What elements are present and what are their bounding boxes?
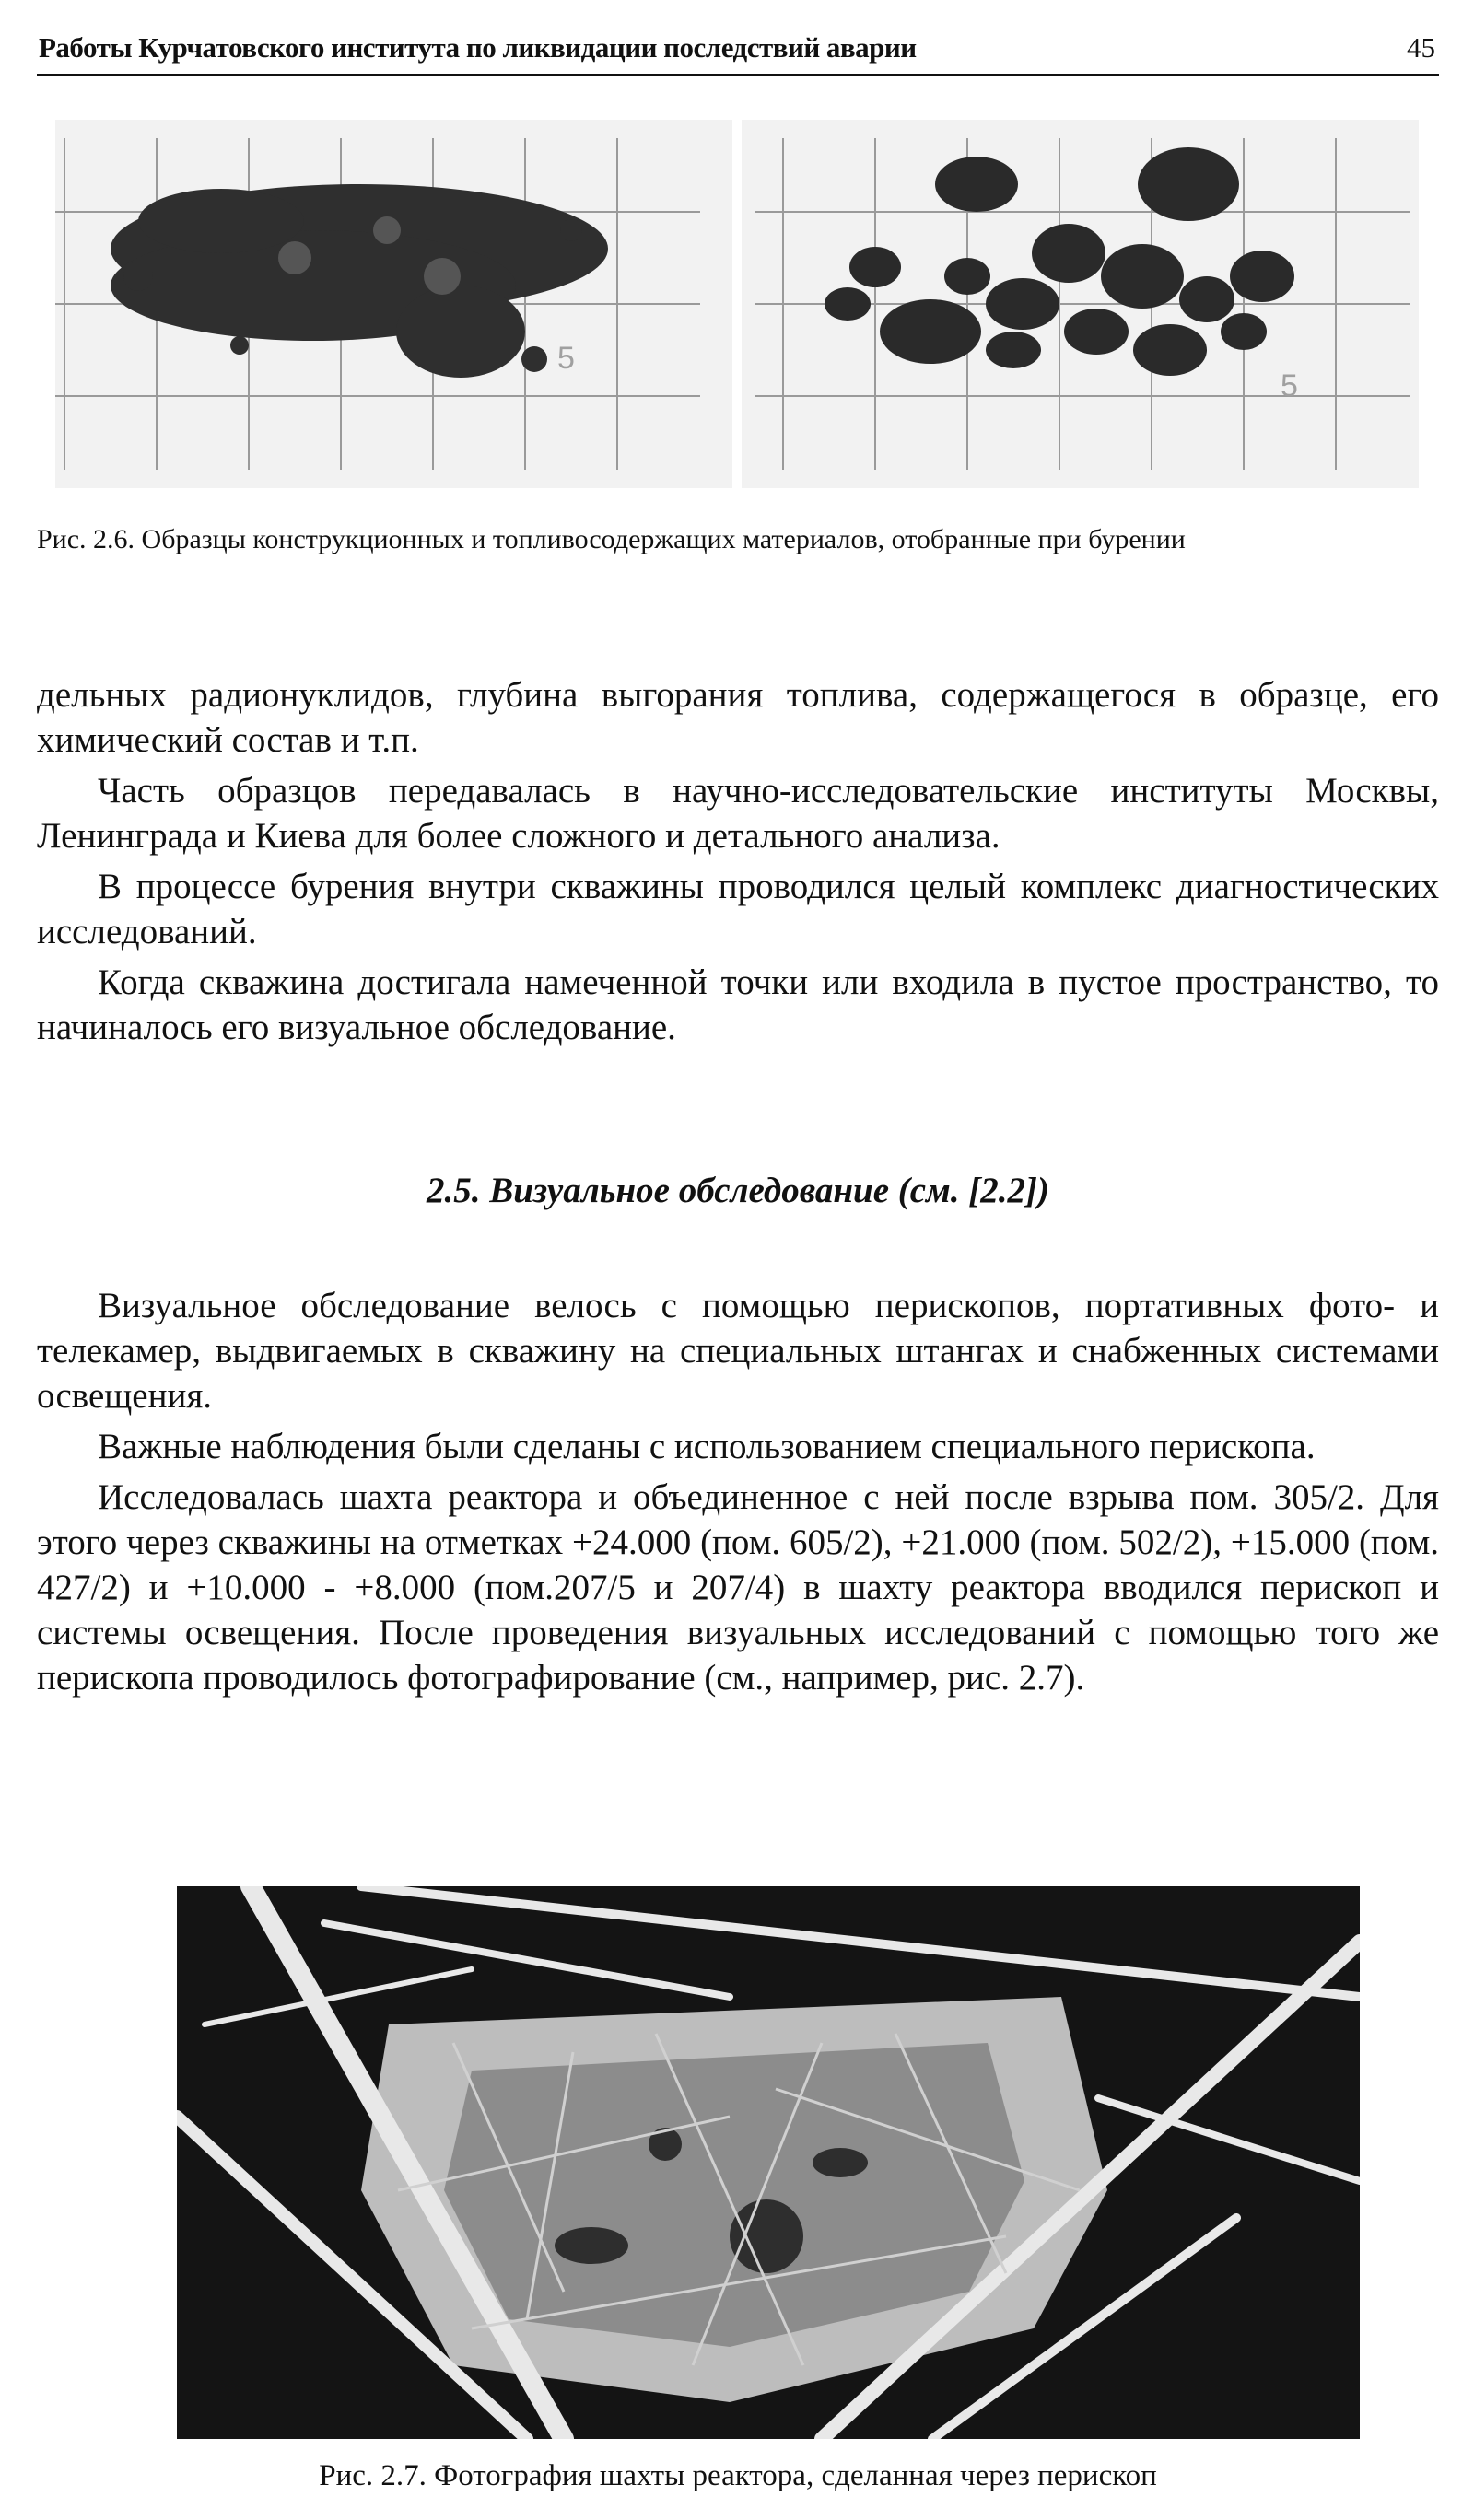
page-number: 45 bbox=[1407, 31, 1435, 64]
figure-2-7-caption: Рис. 2.7. Фотография шахты реактора, сделанная через перископ bbox=[319, 2459, 1157, 2492]
body-text-top bbox=[37, 672, 1439, 1056]
body-text-bottom bbox=[37, 1283, 1439, 1706]
running-header bbox=[37, 26, 1439, 76]
section-heading: 2.5. Визуальное обследование (см. [2.2]) bbox=[426, 1171, 1049, 1210]
paragraph: Исследовалась шахта реактора и объединенное с ней после взрыва пом. 305/2. Для этого через скважины на отметках +24.000 (пом. 605/2), +21.000 (пом. 502/2), +15.000 (пом. 427/2) и +10.000 - +8.000 (пом.207/5 и 207/4) в шахту реактора вводился перископ и системы освещения. После проведения визуальных исследований с помощью того же перископа проводилось фотографирование (см., например, рис. 2.7). bbox=[37, 1477, 1439, 1698]
figure-2-6-caption: Рис. 2.6. Образцы конструкционных и топливосодержащих материалов, отобранные при бурении bbox=[37, 524, 1186, 554]
svg-text:5: 5 bbox=[1281, 368, 1298, 403]
paragraph: В процессе бурения внутри скважины проводился целый комплекс диагностических исследований. bbox=[37, 867, 1439, 951]
paragraph: дельных радионуклидов, глубина выгорания топлива, содержащегося в образце, его химический состав и т.п. bbox=[37, 675, 1439, 760]
paragraph: Когда скважина достигала намеченной точки или входила в пустое пространство, то начиналось его визуальное обследование. bbox=[37, 962, 1439, 1047]
svg-text:5: 5 bbox=[557, 341, 575, 376]
paragraph: Визуальное обследование велось с помощью перископов, портативных фото- и телекамер, выдвигаемых в скважину на специальных штангах и снабженных системами освещения. bbox=[37, 1286, 1439, 1416]
figure-2-7-photo bbox=[177, 1886, 1360, 2439]
header-title: Работы Курчатовского института по ликвидации последствий аварии bbox=[39, 31, 917, 64]
figure-2-6-photo bbox=[55, 120, 1419, 488]
paragraph: Часть образцов передавалась в научно-исследовательские институты Москвы, Ленинграда и Киева для более сложного и детального анализа. bbox=[37, 771, 1439, 856]
paragraph: Важные наблюдения были сделаны с использованием специального перископа. bbox=[98, 1427, 1316, 1466]
